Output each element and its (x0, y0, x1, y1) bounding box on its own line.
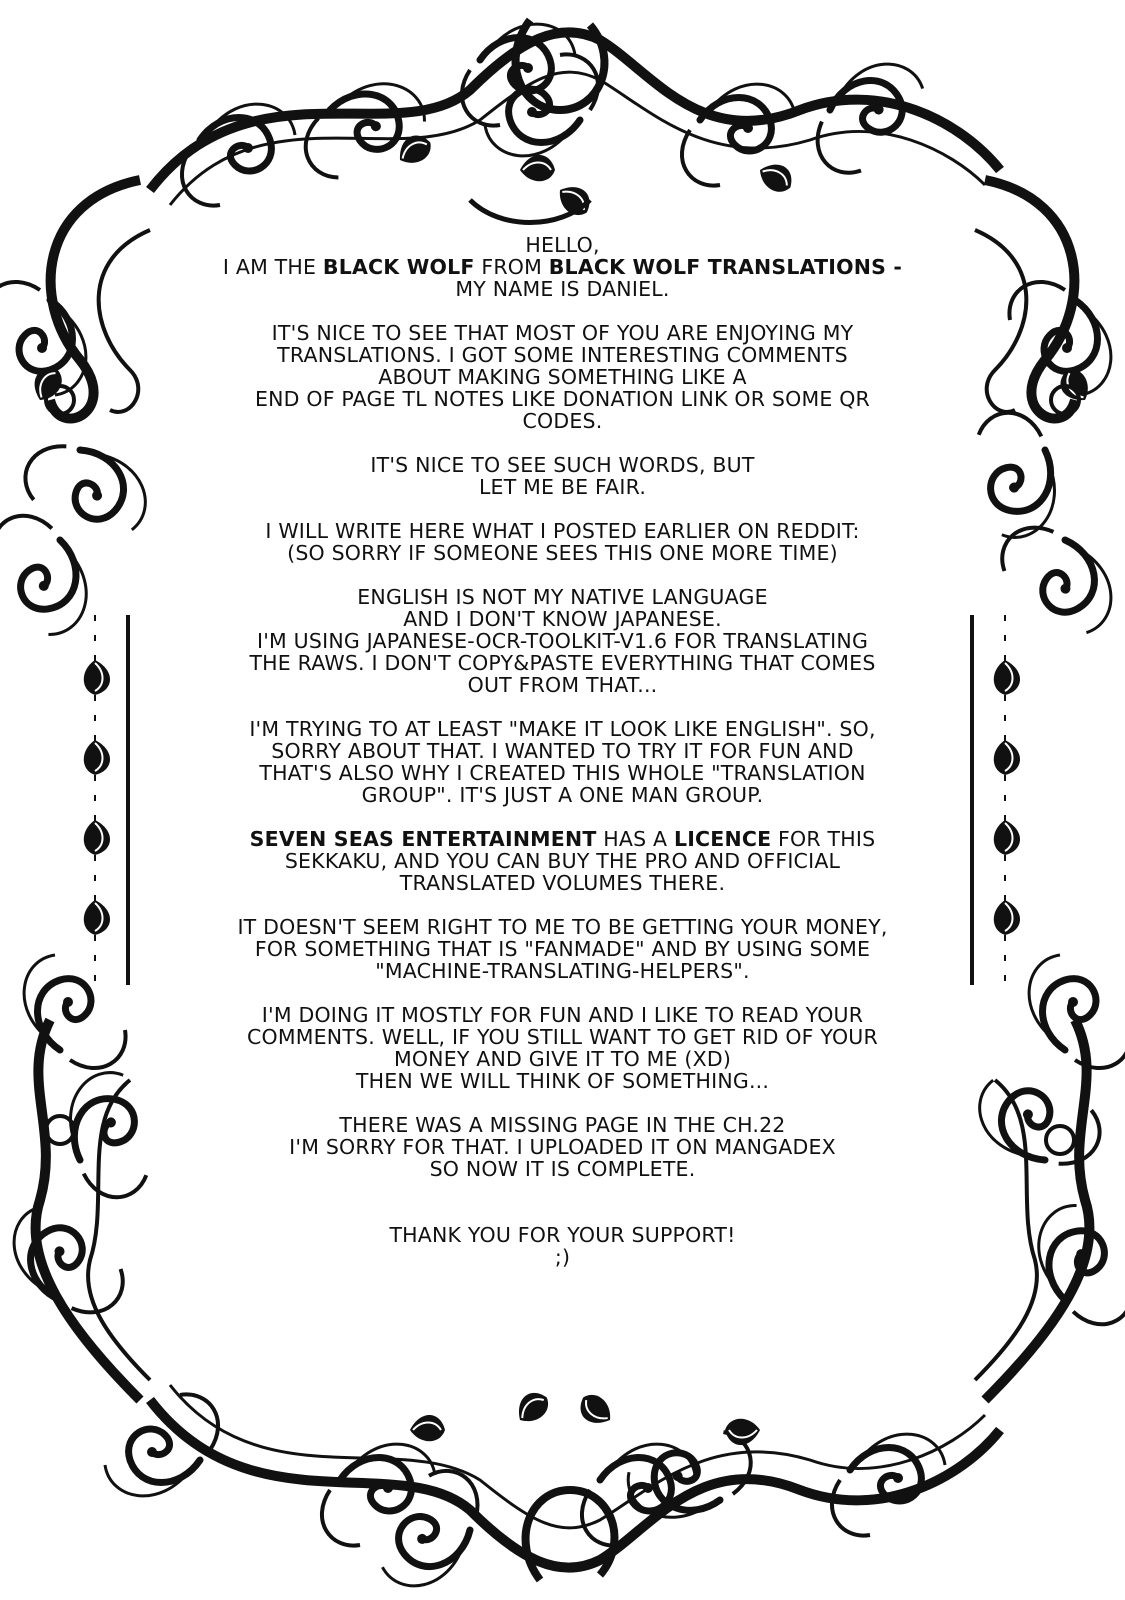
fun-paragraph (195, 1004, 930, 1092)
text-line: SO NOW IT IS COMPLETE. (429, 1157, 696, 1181)
text-line: I'M DOING IT MOSTLY FOR FUN AND I LIKE TO READ YOUR (261, 1003, 864, 1027)
fair-paragraph (195, 454, 930, 498)
text-line: SEKKAKU, AND YOU CAN BUY THE PRO AND OFFICIAL (284, 849, 841, 873)
left-lower-ornament (36, 1020, 140, 1400)
text-line: I WILL WRITE HERE WHAT I POSTED EARLIER ON REDDIT: (265, 519, 860, 543)
group-name-bold: BLACK WOLF TRANSLATIONS - (548, 255, 903, 279)
comments-paragraph (195, 322, 930, 432)
text-line: I'M TRYING TO AT LEAST "MAKE IT LOOK LIKE ENGLISH". SO, (249, 717, 876, 741)
name-bold: BLACK WOLF (322, 255, 475, 279)
thank-you-line: THANK YOU FOR YOUR SUPPORT! (389, 1223, 736, 1247)
text-line: I'M USING JAPANESE-OCR-TOOLKIT-V1.6 FOR TRANSLATING (256, 629, 869, 653)
english-paragraph (195, 718, 930, 806)
translator-note (195, 234, 930, 1290)
publisher-bold: SEVEN SEAS ENTERTAINMENT (249, 827, 597, 851)
text-line: AND I DON'T KNOW JAPANESE. (403, 607, 722, 631)
left-upper-ornament (50, 180, 140, 419)
text-line: (SO SORRY IF SOMEONE SEES THIS ONE MORE TIME) (287, 541, 838, 565)
text-line: THE RAWS. I DON'T COPY&PASTE EVERYTHING THAT COMES (249, 651, 876, 675)
right-lower-ornament (985, 1020, 1089, 1400)
licence-paragraph (195, 828, 930, 894)
text-line: FOR SOMETHING THAT IS "FANMADE" AND BY USING SOME (254, 937, 871, 961)
text-line: SORRY ABOUT THAT. I WANTED TO TRY IT FOR FUN AND (271, 739, 854, 763)
closing-paragraph (195, 1224, 930, 1268)
reddit-paragraph (195, 520, 930, 564)
text-line: THAT'S ALSO WHY I CREATED THIS WHOLE "TRANSLATION (259, 761, 866, 785)
money-paragraph (195, 916, 930, 982)
licence-line-1: SEVEN SEAS ENTERTAINMENT HAS A LICENCE FOR THIS (249, 827, 876, 851)
text-line: OUT FROM THAT... (467, 673, 658, 697)
greeting-paragraph (195, 234, 930, 300)
text-line: COMMENTS. WELL, IF YOU STILL WANT TO GET RID OF YOUR (247, 1025, 878, 1049)
licence-bold: LICENCE (673, 827, 772, 851)
text-line: "MACHINE-TRANSLATING-HELPERS". (375, 959, 750, 983)
text-line: IT DOESN'T SEEM RIGHT TO ME TO BE GETTING YOUR MONEY, (237, 915, 888, 939)
text-line: TRANSLATED VOLUMES THERE. (399, 871, 726, 895)
greeting-my-name: MY NAME IS DANIEL. (455, 277, 670, 301)
greeting-intro-line: I AM THE BLACK WOLF FROM BLACK WOLF TRANSLATIONS - (222, 255, 903, 279)
language-paragraph (195, 586, 930, 696)
greeting-hello: HELLO, (525, 233, 600, 257)
text-line: ENGLISH IS NOT MY NATIVE LANGUAGE (357, 585, 768, 609)
text-line: ABOUT MAKING SOMETHING LIKE A (378, 365, 747, 389)
text-line: IT'S NICE TO SEE SUCH WORDS, BUT (370, 453, 755, 477)
text-line: THEN WE WILL THINK OF SOMETHING... (355, 1069, 770, 1093)
text-line: CODES. (522, 409, 603, 433)
text-line: THERE WAS A MISSING PAGE IN THE CH.22 (339, 1113, 786, 1137)
text-line: END OF PAGE TL NOTES LIKE DONATION LINK OR SOME QR (254, 387, 870, 411)
text-line: LET ME BE FAIR. (478, 475, 647, 499)
text-line: I'M SORRY FOR THAT. I UPLOADED IT ON MANGADEX (289, 1135, 836, 1159)
text-line: MONEY AND GIVE IT TO ME (XD) (393, 1047, 732, 1071)
text-line: GROUP". IT'S JUST A ONE MAN GROUP. (361, 783, 764, 807)
text-line: IT'S NICE TO SEE THAT MOST OF YOU ARE ENJOYING MY (271, 321, 854, 345)
bottom-arch (150, 1400, 1000, 1568)
text-line: TRANSLATIONS. I GOT SOME INTERESTING COMMENTS (277, 343, 848, 367)
missing-page-paragraph (195, 1114, 930, 1180)
smiley-line: ;) (554, 1245, 571, 1269)
